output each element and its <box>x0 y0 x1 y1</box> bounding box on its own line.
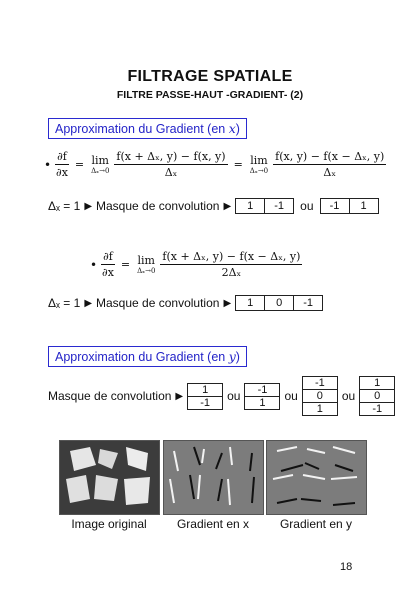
arrow-right-icon: ▶ <box>175 390 184 402</box>
mask-text: Masque de convolution <box>48 389 172 403</box>
mask-cell: -1 <box>314 377 325 389</box>
mask-cell: 1 <box>374 377 381 389</box>
arrow-right-icon: ▶ <box>84 200 93 212</box>
lim-subscript: Δₓ→0 <box>249 167 269 175</box>
equation-central <box>90 250 304 279</box>
mask-cell: -1 <box>188 396 222 409</box>
forward-difference <box>114 150 227 179</box>
page-subtitle: FILTRE PASSE-HAUT -GRADIENT- (2) <box>116 89 304 101</box>
caption-original: Image original <box>71 517 147 531</box>
mask-y-backward <box>244 383 280 410</box>
limit <box>91 154 109 175</box>
mask-text: Masque de convolution <box>96 296 220 310</box>
image-gradient-y <box>266 440 367 515</box>
central-denominator: 2Δₓ <box>221 266 242 279</box>
arrow-right-icon: ▶ <box>223 297 232 309</box>
delta-prefix: Δₓ = 1 <box>48 199 81 213</box>
lim-text: lim <box>137 254 155 267</box>
section-x-label: Approximation du Gradient (en <box>55 122 229 136</box>
mask-cell: 1 <box>247 200 254 212</box>
caption-gradient-x: Gradient en x <box>176 517 250 531</box>
equals-sign: = <box>74 158 85 171</box>
mask-cell: -1 <box>264 199 293 213</box>
arrow-right-icon: ▶ <box>223 200 232 212</box>
mask-y-central-b <box>359 376 395 416</box>
equals-sign: = <box>233 158 243 171</box>
section-y-close: ) <box>235 350 240 364</box>
mask-forward <box>235 198 294 214</box>
image-original <box>59 440 160 515</box>
central-numerator: f(x + Δₓ, y) − f(x − Δₓ, y) <box>162 250 301 263</box>
lim-text: lim <box>250 154 268 167</box>
mask-line-2 <box>48 295 323 311</box>
partial-derivative <box>55 150 69 179</box>
mask-cell: 1 <box>245 396 279 409</box>
bullet: • <box>44 157 52 172</box>
forward-denominator: Δₓ <box>164 166 178 179</box>
central-difference <box>160 250 302 279</box>
equation-forward-backward <box>44 150 388 179</box>
mask-line-1 <box>48 198 379 214</box>
caption-gradient-y: Gradient en y <box>279 517 353 531</box>
mask-cell: -1 <box>293 296 322 310</box>
backward-difference <box>273 150 386 179</box>
mask-cell: -1 <box>329 200 340 212</box>
section-y-heading <box>48 346 247 367</box>
lhs-numerator: ∂f <box>103 250 113 263</box>
mask-cell: 1 <box>202 383 209 396</box>
lim-subscript: Δₓ→0 <box>137 267 156 275</box>
mask-backward <box>320 198 379 214</box>
delta-prefix: Δₓ = 1 <box>48 296 81 310</box>
page-number: 18 <box>340 561 353 573</box>
section-y-var: y <box>228 349 236 364</box>
mask-cell: 0 <box>303 389 337 402</box>
ou-text: ou <box>341 389 356 403</box>
limit <box>137 254 155 275</box>
backward-numerator: f(x, y) − f(x − Δₓ, y) <box>275 150 385 163</box>
lhs-denominator: ∂x <box>102 266 114 279</box>
section-y-label: Approximation du Gradient (en <box>55 350 229 364</box>
mask-y-central-a <box>302 376 338 416</box>
lhs-numerator: ∂f <box>57 150 67 163</box>
mask-y-forward <box>187 383 223 410</box>
image-gradient-x <box>163 440 264 515</box>
ou-text: ou <box>300 199 314 213</box>
equals-sign: = <box>120 258 131 271</box>
mask-text: Masque de convolution <box>96 199 220 213</box>
ou-text: ou <box>284 389 298 403</box>
page-title: FILTRAGE SPATIALE <box>127 68 293 85</box>
lhs-denominator: ∂x <box>56 166 68 179</box>
lim-text: lim <box>91 154 109 167</box>
mask-cell: 0 <box>264 296 293 310</box>
mask-cell: 1 <box>303 402 337 415</box>
partial-derivative <box>101 250 115 279</box>
mask-cell: 1 <box>247 297 254 309</box>
mask-central <box>235 295 323 311</box>
mask-cell: -1 <box>360 402 394 415</box>
arrow-right-icon: ▶ <box>84 297 93 309</box>
mask-cell: -1 <box>257 383 268 396</box>
bullet: • <box>90 257 98 272</box>
limit <box>250 154 268 175</box>
mask-cell: 1 <box>349 199 378 213</box>
lim-subscript: Δₓ→0 <box>91 167 110 175</box>
mask-cell: 0 <box>360 389 394 402</box>
section-x-heading <box>48 118 247 139</box>
section-x-var: x <box>228 121 236 136</box>
backward-denominator: Δₓ <box>323 166 337 179</box>
mask-line-3 <box>48 376 395 416</box>
forward-numerator: f(x + Δₓ, y) − f(x, y) <box>116 150 226 163</box>
ou-text: ou <box>227 389 241 403</box>
section-x-close: ) <box>235 122 240 136</box>
